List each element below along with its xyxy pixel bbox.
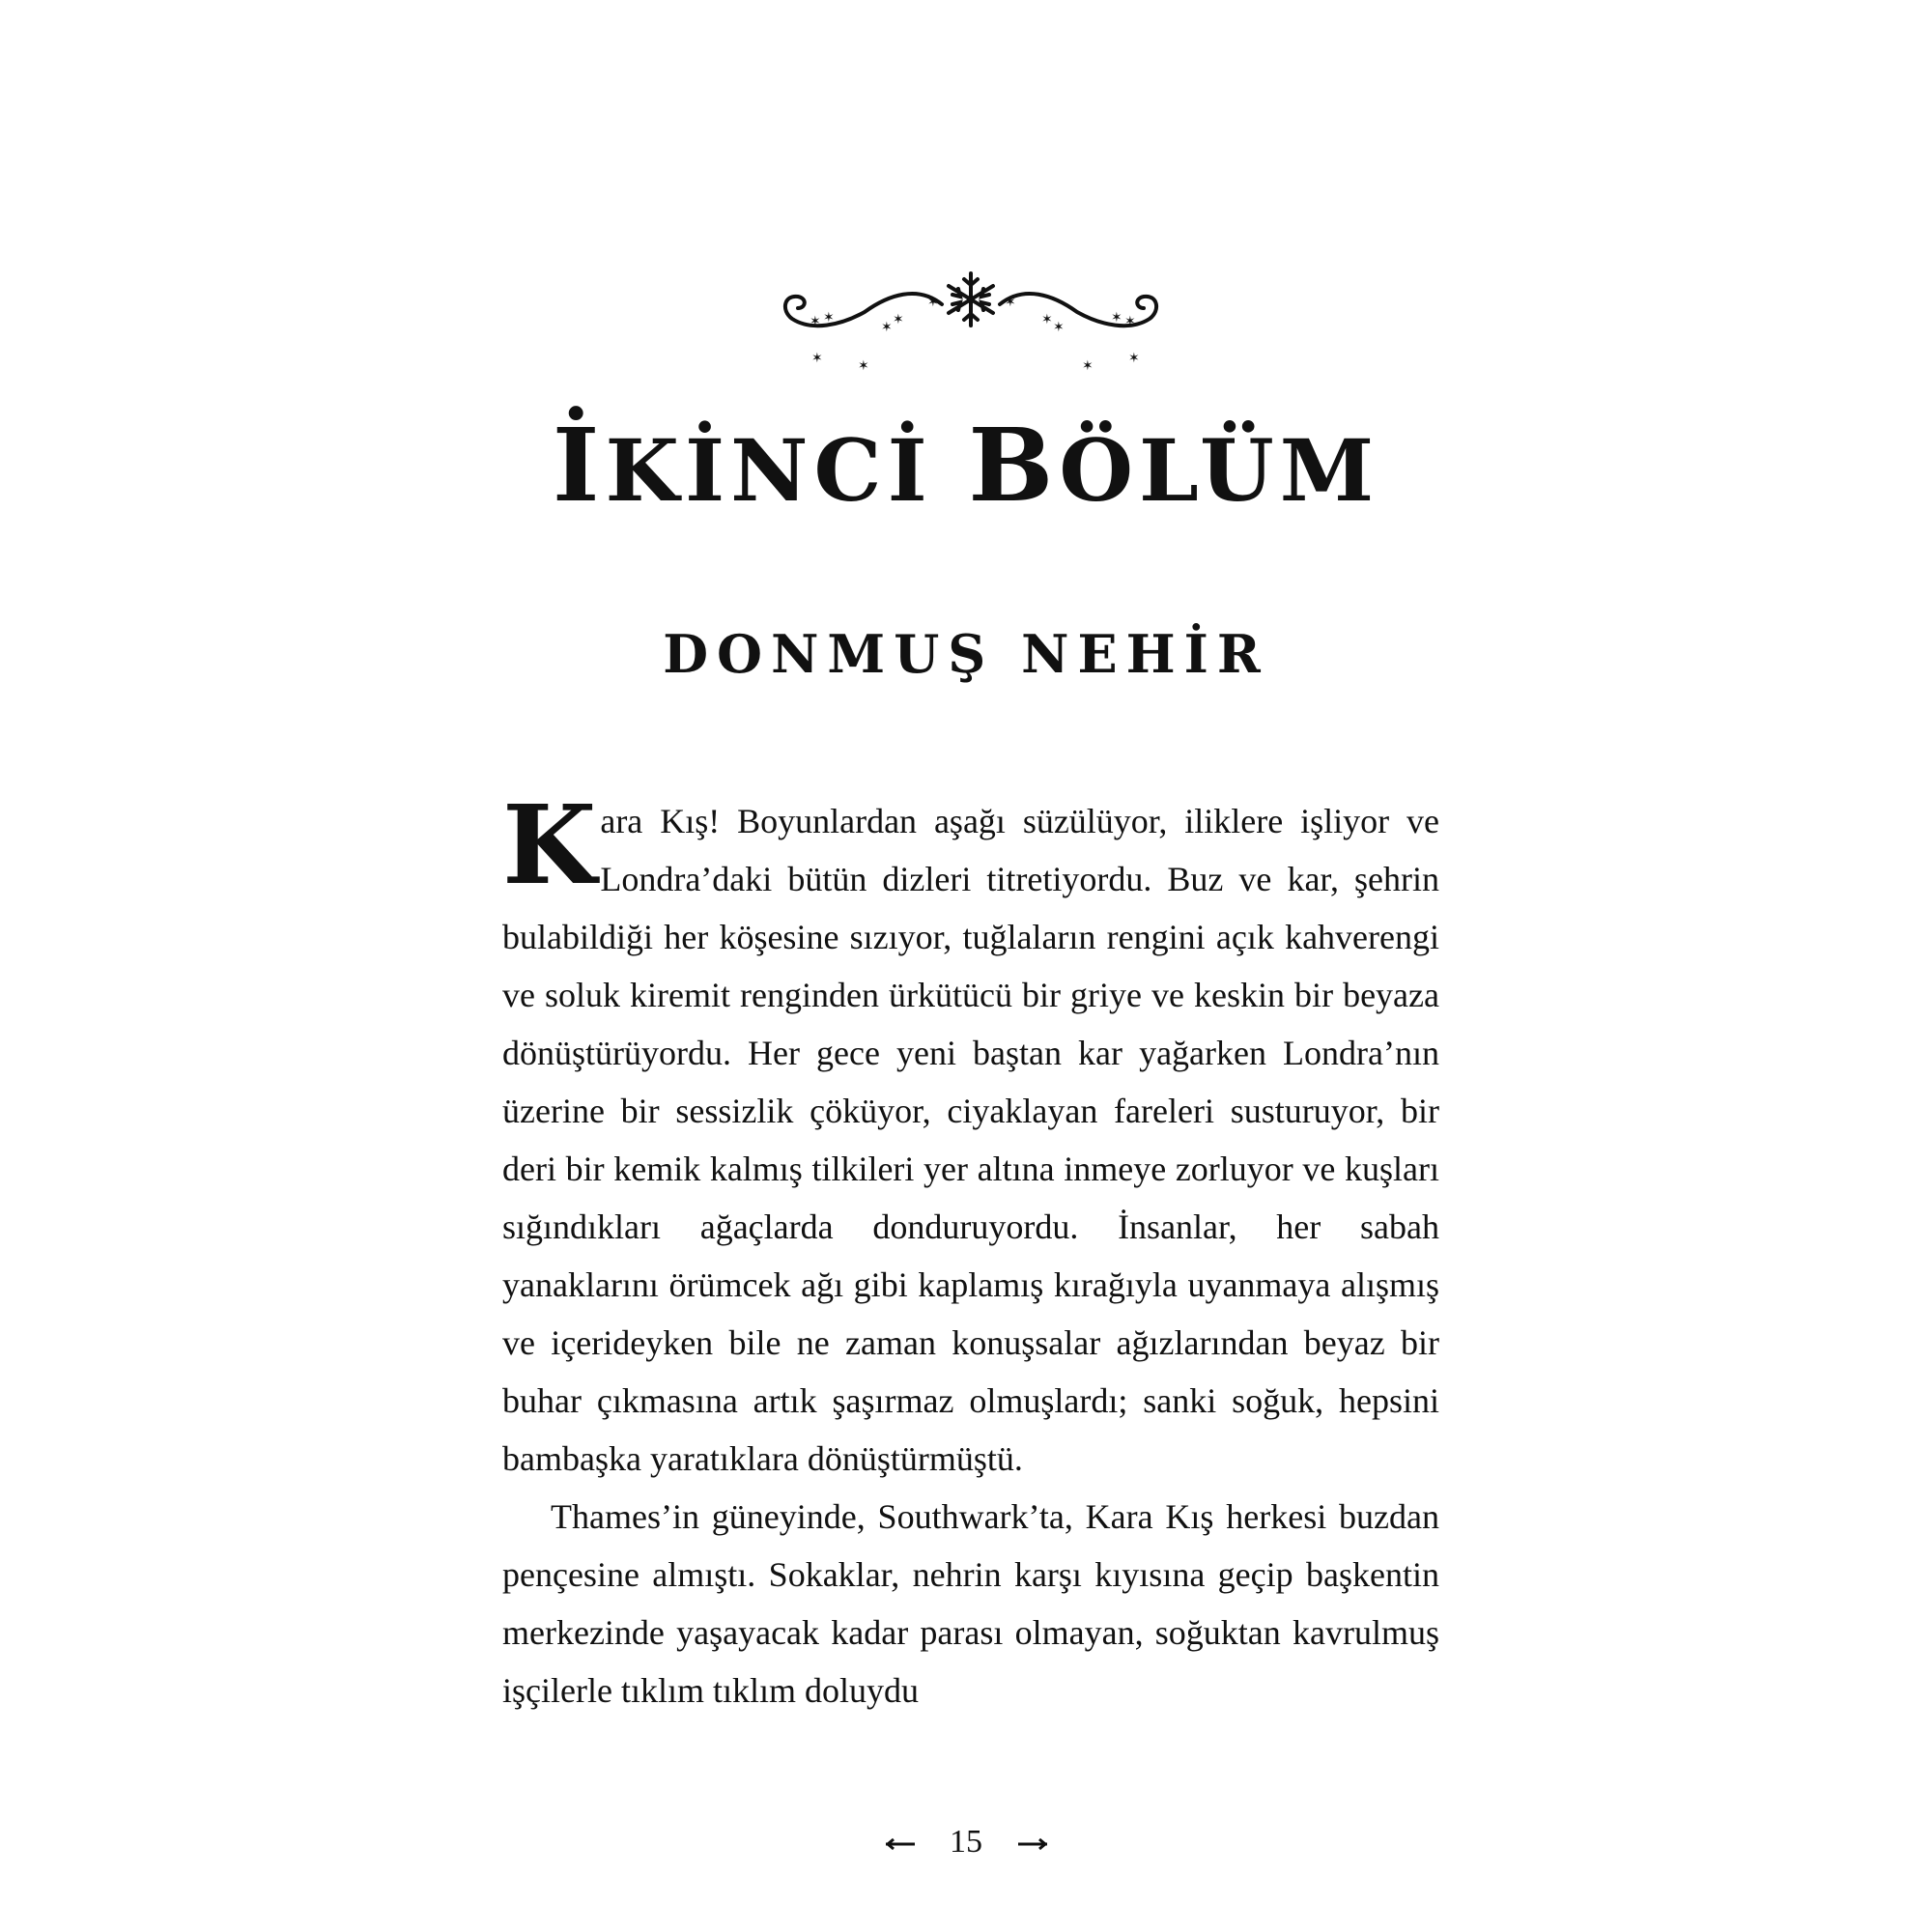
svg-text:✶: ✶ xyxy=(1111,310,1122,326)
svg-text:✶: ✶ xyxy=(927,295,939,310)
chapter-title: İKİNCİ BÖLÜM xyxy=(552,406,1380,525)
paragraph-1: Kara Kış! Boyunlardan aşağı süzülüyor, iliklere işliyor ve Londra’daki bütün dizleri titretiyordu. Buz ve kar, şehrin bulabildiği her köşesine sızıyor, tuğlaların rengini açık kahverengi ve soluk kiremit renginden ürkütücü bir griye ve keskin bir beyaza dönüştürüyordu. Her gece yeni baştan kar yağarken Londra’nın üzerine bir sessizlik çöküyor, ciyaklayan fareleri susturuyor, bir deri bir kemik kalmış tilkileri yer altına inmeye zorluyor ve kuşları sığındıkları ağaçlarda donduruyordu. İnsanlar, her sabah yanaklarını örümcek ağı gibi kaplamış kırağıyla uyanmaya alışmış ve içerideyken bile ne zaman konuşsalar ağızlarından beyaz bir buhar çıkmasına artık şaşırmaz olmuşlardı; sanki soğuk, hepsini bambaşka yaratıklara dönüştürmüştü. xyxy=(502,782,1439,1478)
svg-text:✶: ✶ xyxy=(811,351,823,366)
svg-text:✶: ✶ xyxy=(1128,351,1140,366)
svg-text:✶: ✶ xyxy=(1041,312,1053,327)
svg-text:✶: ✶ xyxy=(893,312,904,327)
paragraph-2: Thames’in güneyinde, Southwark’ta, Kara Kış herkesi buzdan pençesine almıştı. Sokaklar, nehrin karşı kıyısına geçip başkentin merkezinde yaşayacak kadar parası olmayan, soğuktan kavrulmuş işçilerle tıklım tıklım doluydu xyxy=(502,1497,1439,1710)
page-footer xyxy=(0,1826,1932,1859)
chapter-subtitle: DONMUŞ NEHİR xyxy=(663,623,1269,685)
svg-text:✶: ✶ xyxy=(1005,295,1016,310)
svg-text:✶: ✶ xyxy=(810,314,821,329)
svg-text:✶: ✶ xyxy=(858,358,869,374)
svg-text:✶: ✶ xyxy=(1082,358,1094,374)
svg-text:✶: ✶ xyxy=(1053,320,1065,335)
arrow-dash-icon xyxy=(1018,1834,1047,1854)
svg-text:✶: ✶ xyxy=(881,320,893,335)
page-number: 15 xyxy=(950,1824,982,1860)
svg-text:✶: ✶ xyxy=(1124,314,1136,329)
svg-text:✶: ✶ xyxy=(823,310,835,326)
drop-cap: K xyxy=(502,782,597,909)
body-text xyxy=(502,782,1439,1719)
arrow-dash-icon xyxy=(886,1834,915,1854)
snowflake-flourish-icon xyxy=(773,266,1169,382)
